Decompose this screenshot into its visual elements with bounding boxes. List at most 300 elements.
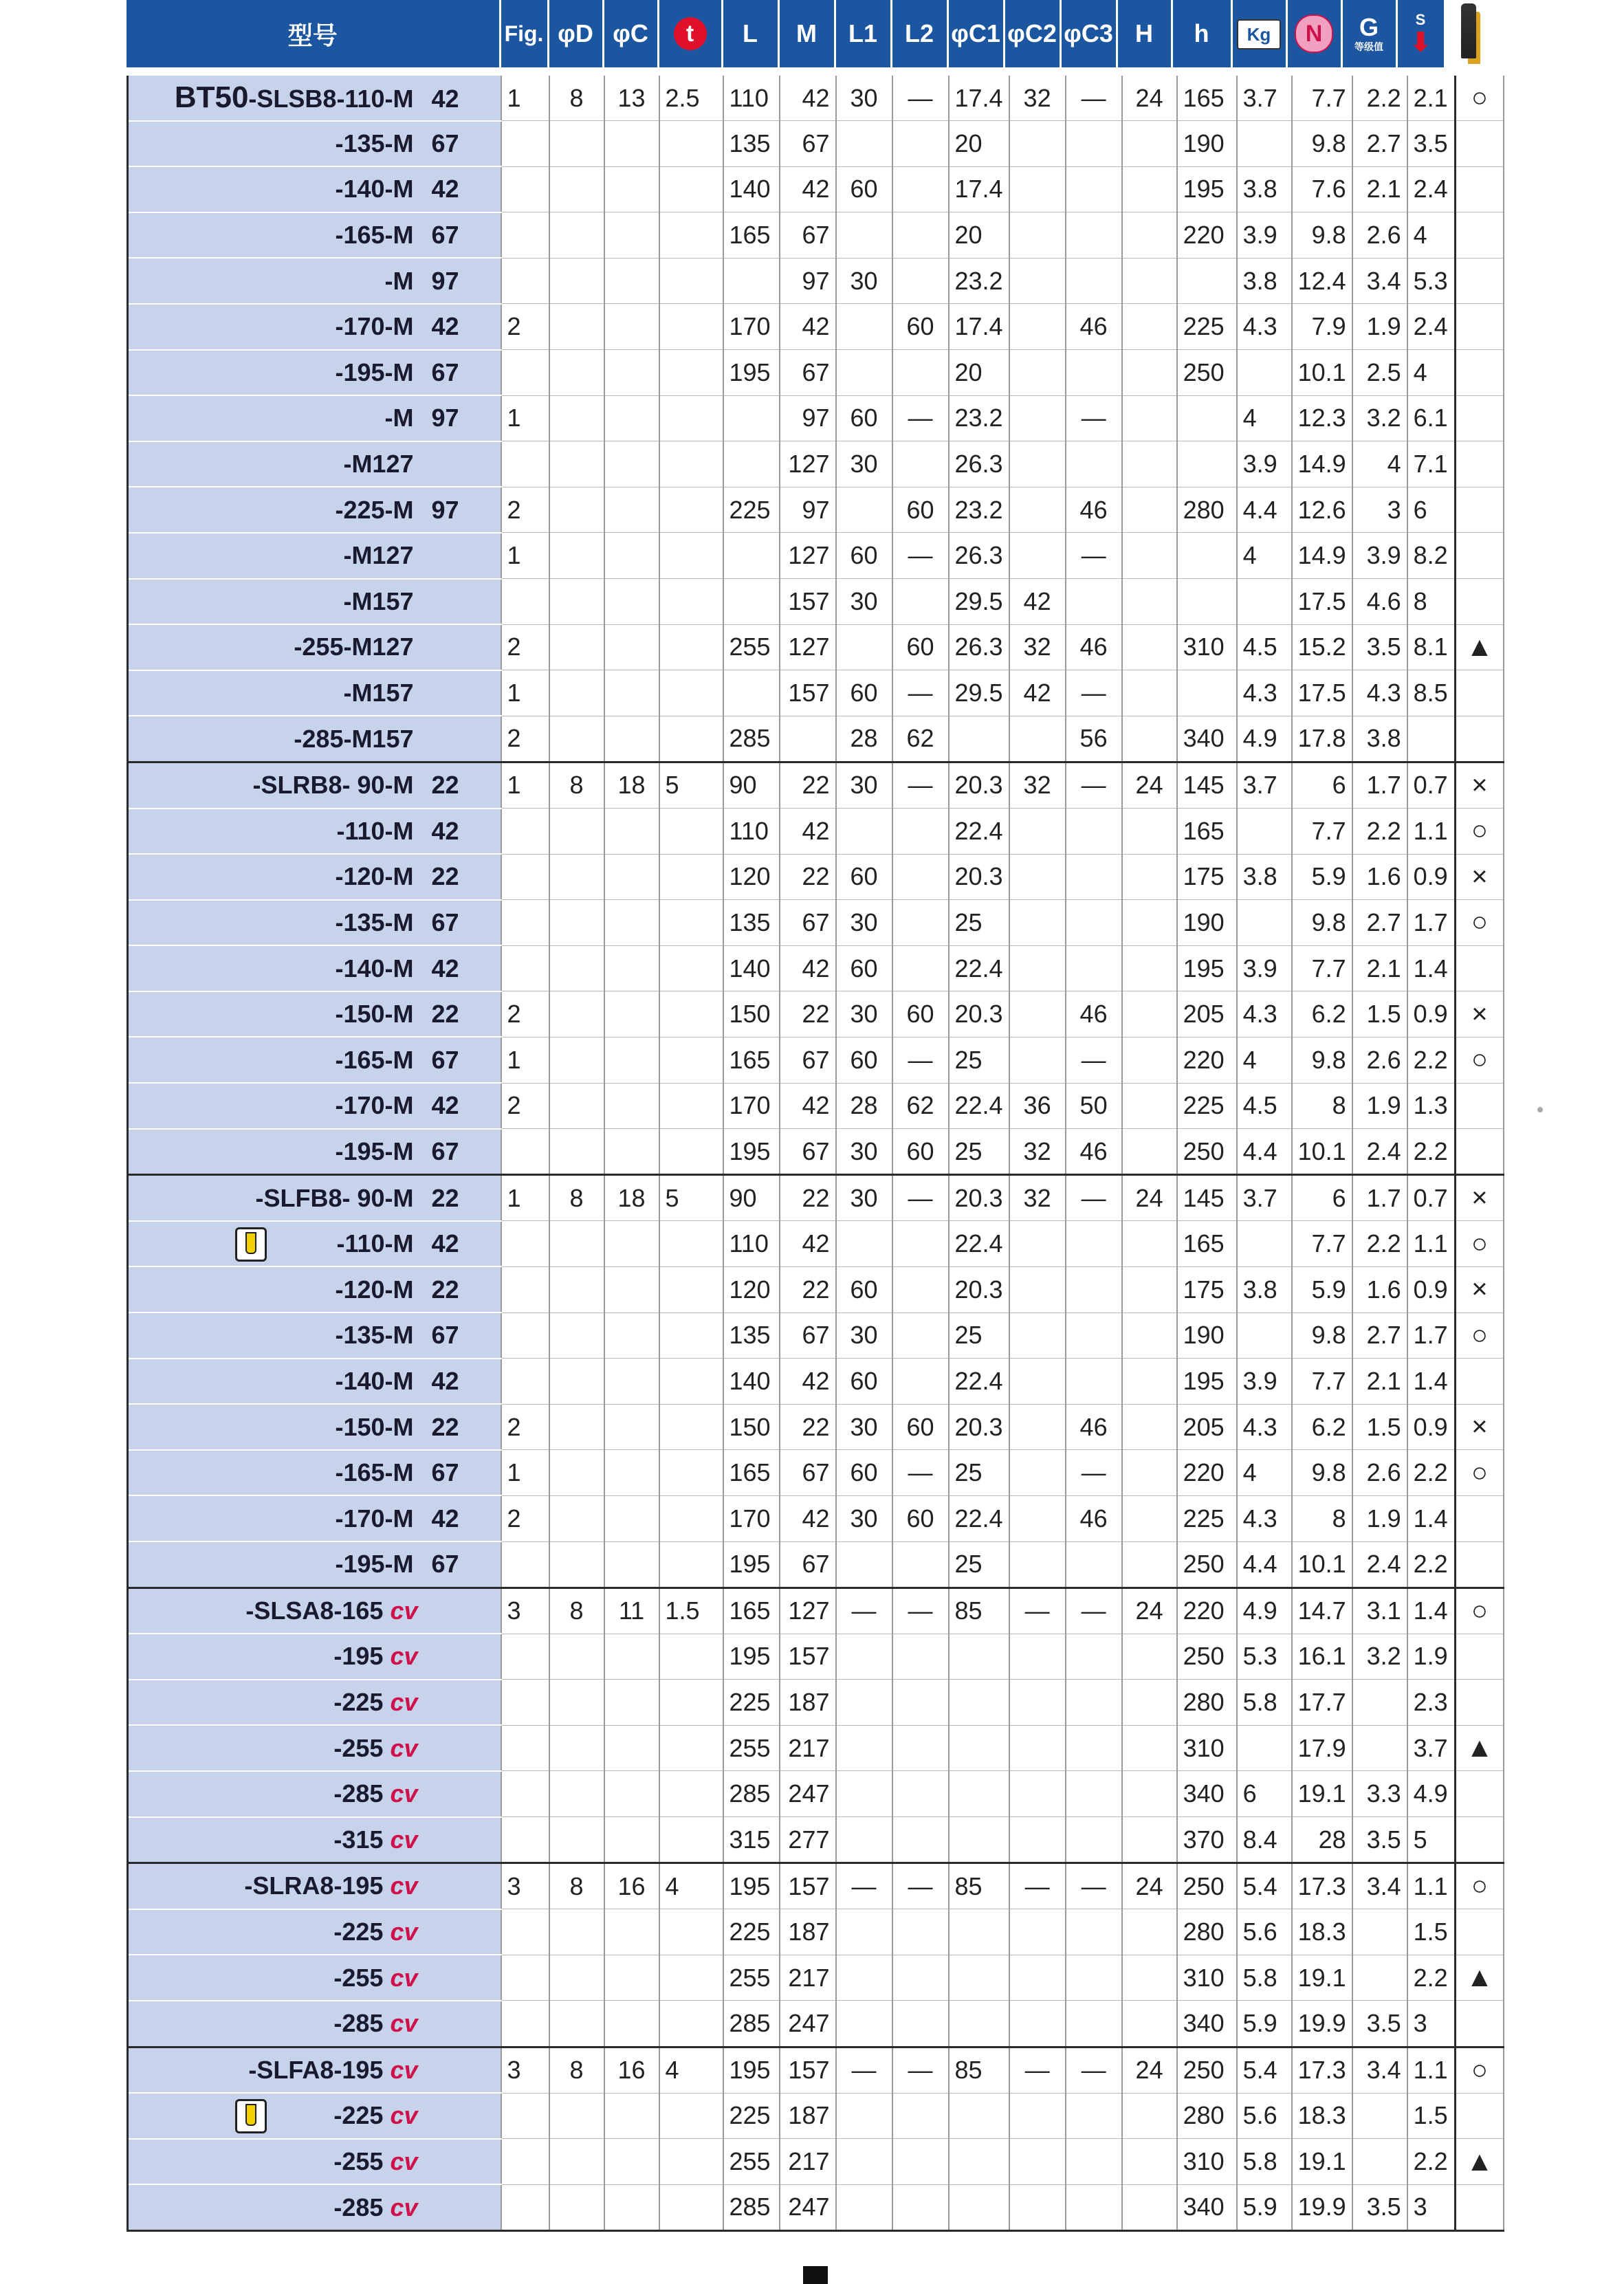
t-circle-icon (674, 17, 707, 50)
cell-t (659, 1634, 723, 1680)
cell-h (1177, 441, 1237, 487)
cell-h (1122, 1037, 1177, 1083)
cell-l2: 62 (892, 1083, 949, 1129)
cell-l (723, 441, 780, 487)
cell-g: 1.7 (1352, 762, 1407, 808)
cell-c3: — (1066, 533, 1122, 579)
cell-h (1122, 670, 1177, 716)
cell-l2: 60 (892, 624, 949, 670)
cell-l2: 60 (892, 1404, 949, 1450)
cell-t (659, 1359, 723, 1405)
table-row (128, 2139, 1504, 2185)
model-name-cell (128, 166, 501, 212)
cell-n: 17.5 (1292, 579, 1352, 625)
col-model: 型号 (127, 0, 500, 67)
model-code: -SLFB8- 90-M (255, 1183, 414, 1212)
cell-d (549, 624, 604, 670)
cell-g: 3.8 (1352, 716, 1407, 762)
cell-m: 217 (780, 1955, 836, 2001)
cell-l1 (836, 121, 892, 167)
availability-mark: ○ (1456, 1221, 1504, 1267)
cell-l: 285 (723, 1771, 780, 1817)
cell-l: 195 (723, 1863, 780, 1909)
model-name-cell (128, 212, 501, 259)
cell-c (604, 1680, 659, 1726)
cell-l2: — (892, 1863, 949, 1909)
cell-t: 4 (659, 1863, 723, 1909)
cell-h: 220 (1177, 1450, 1237, 1496)
cell-c3 (1066, 441, 1122, 487)
model-name-cell (128, 1175, 501, 1221)
cell-l: 135 (723, 900, 780, 946)
cell-d (549, 1955, 604, 2001)
cell-l: 120 (723, 1266, 780, 1313)
model-code: -SLRB8- 90-M (252, 771, 414, 800)
cell-c1: 26.3 (949, 624, 1009, 670)
cell-l2: — (892, 2047, 949, 2093)
cell-l1 (836, 1680, 892, 1726)
cell-c2 (1009, 1680, 1066, 1726)
cell-c3: 50 (1066, 1083, 1122, 1129)
availability-mark: ○ (1456, 1588, 1504, 1634)
cell-l (723, 579, 780, 625)
availability-mark: ○ (1456, 900, 1504, 946)
cell-d (549, 487, 604, 533)
cell-s: 0.9 (1407, 1266, 1456, 1313)
model-name-cell (128, 2093, 501, 2139)
cell-g: 1.7 (1352, 1175, 1407, 1221)
cell-c3 (1066, 2184, 1122, 2230)
availability-mark (1456, 441, 1504, 487)
cell-l1: 28 (836, 716, 892, 762)
cell-m: 247 (780, 2001, 836, 2047)
table-row (128, 1221, 1504, 1267)
availability-mark: ○ (1456, 1037, 1504, 1083)
cell-n: 7.7 (1292, 945, 1352, 991)
cell-g: 3.4 (1352, 258, 1407, 304)
cell-n: 17.7 (1292, 1680, 1352, 1726)
cell-kg: 5.4 (1237, 1863, 1292, 1909)
cell-c1: 20.3 (949, 991, 1009, 1037)
cell-l1: 30 (836, 258, 892, 304)
cell-fig: 2 (501, 624, 549, 670)
cell-l1: 30 (836, 762, 892, 808)
cell-h: 250 (1177, 1863, 1237, 1909)
cell-l2: — (892, 533, 949, 579)
cell-c3: — (1066, 1588, 1122, 1634)
cell-l (723, 395, 780, 441)
model-code: -120-M (335, 862, 414, 891)
model-name-cell (128, 854, 501, 900)
cell-g: 3 (1352, 487, 1407, 533)
cell-g: 4.6 (1352, 579, 1407, 625)
cell-s: 6.1 (1407, 395, 1456, 441)
cell-c (604, 1955, 659, 2001)
cell-c: 13 (604, 76, 659, 121)
table-row (128, 670, 1504, 716)
cell-n: 17.9 (1292, 1725, 1352, 1771)
cell-h: 340 (1177, 716, 1237, 762)
cell-n: 12.4 (1292, 258, 1352, 304)
cell-c2: — (1009, 2047, 1066, 2093)
cell-fig: 1 (501, 1450, 549, 1496)
cell-c2 (1009, 991, 1066, 1037)
cell-c (604, 1495, 659, 1541)
cell-t (659, 945, 723, 991)
cell-m: 22 (780, 1175, 836, 1221)
cell-l2 (892, 945, 949, 991)
cell-t (659, 2093, 723, 2139)
cell-c2 (1009, 1221, 1066, 1267)
cell-n: 6.2 (1292, 991, 1352, 1037)
cell-c3: 46 (1066, 991, 1122, 1037)
cell-c2 (1009, 1313, 1066, 1359)
cell-c1: 85 (949, 1588, 1009, 1634)
cell-s: 2.4 (1407, 304, 1456, 350)
cell-c (604, 1771, 659, 1817)
availability-mark (1456, 1771, 1504, 1817)
cell-s: 5.3 (1407, 258, 1456, 304)
cell-l2 (892, 1817, 949, 1863)
cell-n: 10.1 (1292, 1541, 1352, 1588)
cell-kg: 3.7 (1237, 1175, 1292, 1221)
cell-l2: 62 (892, 716, 949, 762)
cell-h: 310 (1177, 624, 1237, 670)
model-code: -225 (333, 1918, 384, 1946)
availability-mark: × (1456, 1266, 1504, 1313)
model-m-size: 22 (431, 1275, 459, 1304)
cell-h: 24 (1122, 1588, 1177, 1634)
cell-kg: 5.9 (1237, 2001, 1292, 2047)
cell-d (549, 533, 604, 579)
cell-d (549, 1680, 604, 1726)
cell-l2 (892, 121, 949, 167)
cell-g: 1.5 (1352, 991, 1407, 1037)
model-m-size: 22 (431, 1000, 459, 1029)
cell-s: 0.9 (1407, 1404, 1456, 1450)
cell-l: 255 (723, 624, 780, 670)
cell-l2: 60 (892, 1495, 949, 1541)
cell-d: 8 (549, 1588, 604, 1634)
col-t (658, 0, 722, 67)
cell-d (549, 1450, 604, 1496)
cell-c3 (1066, 1313, 1122, 1359)
cell-l2: — (892, 670, 949, 716)
table-row (128, 1771, 1504, 1817)
cell-l1 (836, 2093, 892, 2139)
cell-fig (501, 1817, 549, 1863)
cell-l1 (836, 2001, 892, 2047)
cell-l2 (892, 1634, 949, 1680)
cell-h: 225 (1177, 304, 1237, 350)
cell-c3: 56 (1066, 716, 1122, 762)
cell-g: 2.7 (1352, 121, 1407, 167)
model-m-size: 67 (431, 908, 459, 936)
cell-l2 (892, 258, 949, 304)
cell-d (549, 1634, 604, 1680)
cell-t (659, 2001, 723, 2047)
cell-c2 (1009, 1495, 1066, 1541)
cell-c2 (1009, 395, 1066, 441)
cell-t (659, 900, 723, 946)
cell-c2 (1009, 166, 1066, 212)
cell-h: 340 (1177, 2001, 1237, 2047)
model-name-cell (128, 945, 501, 991)
cell-l2: — (892, 1588, 949, 1634)
cell-c1: 25 (949, 1541, 1009, 1588)
cell-c (604, 1541, 659, 1588)
cell-c1: 20 (949, 121, 1009, 167)
cell-l2 (892, 350, 949, 396)
model-name-cell (128, 1588, 501, 1634)
cell-c1: 20.3 (949, 1404, 1009, 1450)
model-code: -SLSA8-165 (245, 1596, 384, 1625)
table-row (128, 212, 1504, 259)
model-m-size: 42 (431, 312, 459, 341)
model-m-size: 67 (431, 1136, 459, 1165)
table-row (128, 395, 1504, 441)
cell-c (604, 2184, 659, 2230)
availability-mark (1456, 2001, 1504, 2047)
cell-l: 140 (723, 1359, 780, 1405)
cell-n: 8 (1292, 1495, 1352, 1541)
model-code: -285-M157 (294, 724, 414, 753)
cell-c (604, 395, 659, 441)
model-m-size: 67 (431, 1321, 459, 1350)
cv-suffix: cv (390, 1779, 418, 1808)
cell-kg: 4.9 (1237, 1588, 1292, 1634)
model-code: -M (384, 266, 414, 295)
cell-c (604, 1266, 659, 1313)
cell-g: 2.6 (1352, 212, 1407, 259)
table-row (128, 900, 1504, 946)
cell-h: 205 (1177, 1404, 1237, 1450)
cell-fig (501, 1266, 549, 1313)
cell-l1: 60 (836, 533, 892, 579)
model-m-size: 42 (431, 175, 459, 204)
cell-d (549, 1221, 604, 1267)
cell-d (549, 258, 604, 304)
cell-s: 7.1 (1407, 441, 1456, 487)
cell-c1: 22.4 (949, 1083, 1009, 1129)
cell-d (549, 579, 604, 625)
cell-n: 8 (1292, 1083, 1352, 1129)
cell-c3 (1066, 854, 1122, 900)
cell-n: 7.7 (1292, 1221, 1352, 1267)
cell-m: 157 (780, 670, 836, 716)
col-c2: φC2 (1004, 0, 1060, 67)
cell-d (549, 2139, 604, 2185)
cv-suffix: cv (390, 2193, 418, 2221)
cell-c (604, 945, 659, 991)
model-code: -225 (333, 1688, 384, 1717)
cell-t (659, 1955, 723, 2001)
cell-t (659, 304, 723, 350)
model-code: -195-M (335, 358, 414, 386)
cell-d (549, 166, 604, 212)
cell-g: 3.9 (1352, 533, 1407, 579)
cell-c1: 22.4 (949, 809, 1009, 855)
table-row (128, 716, 1504, 762)
cell-c3 (1066, 579, 1122, 625)
cell-l: 255 (723, 1955, 780, 2001)
cell-t (659, 1129, 723, 1175)
cell-l2 (892, 1266, 949, 1313)
cell-l1: 60 (836, 166, 892, 212)
cell-m: 247 (780, 2184, 836, 2230)
cell-c (604, 1359, 659, 1405)
model-m-size: 42 (431, 1229, 459, 1258)
cell-c (604, 258, 659, 304)
model-code: -M (384, 404, 414, 432)
cell-t: 5 (659, 762, 723, 808)
model-name-cell (128, 1266, 501, 1313)
cell-c1: 22.4 (949, 1221, 1009, 1267)
cell-g: 3.5 (1352, 2184, 1407, 2230)
availability-mark (1456, 1495, 1504, 1541)
cell-fig (501, 166, 549, 212)
cell-fig (501, 2139, 549, 2185)
cell-c1 (949, 1771, 1009, 1817)
cell-fig: 2 (501, 716, 549, 762)
cell-h: 220 (1177, 212, 1237, 259)
availability-mark: × (1456, 1404, 1504, 1450)
cell-fig (501, 441, 549, 487)
cell-l1 (836, 304, 892, 350)
cell-c2: 32 (1009, 1175, 1066, 1221)
availability-mark: ▲ (1456, 1725, 1504, 1771)
cell-s: 1.9 (1407, 1634, 1456, 1680)
cell-h: 24 (1122, 1175, 1177, 1221)
cell-fig: 3 (501, 2047, 549, 2093)
n-circle-icon (1295, 14, 1333, 53)
cell-l: 195 (723, 1541, 780, 1588)
cell-c (604, 212, 659, 259)
cell-c1 (949, 2139, 1009, 2185)
cell-l: 255 (723, 2139, 780, 2185)
cell-c3 (1066, 350, 1122, 396)
col-l2: L2 (891, 0, 947, 67)
cell-m: 247 (780, 1771, 836, 1817)
cell-s: 5 (1407, 1817, 1456, 1863)
cell-c1: 20 (949, 212, 1009, 259)
model-name-cell (128, 1313, 501, 1359)
cell-d (549, 1266, 604, 1313)
cell-s: 1.4 (1407, 1588, 1456, 1634)
model-m-size: 22 (431, 771, 459, 800)
cell-l: 120 (723, 854, 780, 900)
cell-s: 4 (1407, 212, 1456, 259)
cell-l2 (892, 1541, 949, 1588)
cell-d: 8 (549, 2047, 604, 2093)
cell-g: 4.3 (1352, 670, 1407, 716)
availability-mark (1456, 670, 1504, 716)
model-name-cell (128, 1680, 501, 1726)
cell-c2 (1009, 809, 1066, 855)
availability-mark (1456, 395, 1504, 441)
cell-l2 (892, 166, 949, 212)
model-m-size: 42 (431, 816, 459, 845)
cell-kg: 5.6 (1237, 1909, 1292, 1955)
cell-kg (1237, 350, 1292, 396)
cell-d (549, 991, 604, 1037)
cell-fig: 2 (501, 304, 549, 350)
cell-g: 2.7 (1352, 1313, 1407, 1359)
cell-c1: 25 (949, 900, 1009, 946)
cell-h: 24 (1122, 76, 1177, 121)
cell-h (1122, 350, 1177, 396)
cell-c3: — (1066, 1863, 1122, 1909)
cell-t (659, 166, 723, 212)
cell-l1: — (836, 1863, 892, 1909)
cell-l1 (836, 809, 892, 855)
cell-h: 165 (1177, 1221, 1237, 1267)
cell-kg: 3.9 (1237, 1359, 1292, 1405)
cell-g: 3.1 (1352, 1588, 1407, 1634)
model-m-size: 67 (431, 129, 459, 157)
cell-s: 1.4 (1407, 1495, 1456, 1541)
cell-g: 2.5 (1352, 350, 1407, 396)
table-row (128, 166, 1504, 212)
cell-n: 19.9 (1292, 2001, 1352, 2047)
cv-suffix: cv (390, 2055, 418, 2084)
cell-l1: — (836, 1588, 892, 1634)
cell-c2 (1009, 854, 1066, 900)
table-row (128, 579, 1504, 625)
cell-c3: — (1066, 76, 1122, 121)
cell-c1: 22.4 (949, 945, 1009, 991)
cell-c2 (1009, 258, 1066, 304)
cell-c (604, 487, 659, 533)
cell-fig (501, 1634, 549, 1680)
cell-n: 17.3 (1292, 2047, 1352, 2093)
cell-n: 12.6 (1292, 487, 1352, 533)
cell-d (549, 2001, 604, 2047)
model-code: -140-M (335, 954, 414, 982)
cell-d (549, 670, 604, 716)
cell-m: 187 (780, 1909, 836, 1955)
model-name-cell (128, 395, 501, 441)
cell-h: 165 (1177, 809, 1237, 855)
cell-c3 (1066, 2093, 1122, 2139)
cv-suffix: cv (390, 1918, 418, 1946)
table-row (128, 1083, 1504, 1129)
g-label: G (1359, 13, 1379, 41)
cell-c: 16 (604, 2047, 659, 2093)
cell-d (549, 809, 604, 855)
cell-l1 (836, 624, 892, 670)
cell-l1 (836, 1221, 892, 1267)
cv-suffix: cv (390, 1825, 418, 1854)
cv-suffix: cv (390, 1871, 418, 1900)
cell-c3: — (1066, 395, 1122, 441)
cell-s: 1.7 (1407, 1313, 1456, 1359)
model-name-cell (128, 1541, 501, 1588)
cell-s: 8 (1407, 579, 1456, 625)
cell-kg: 4.3 (1237, 670, 1292, 716)
cell-fig (501, 2184, 549, 2230)
cell-n: 18.3 (1292, 2093, 1352, 2139)
cell-kg: 6 (1237, 1771, 1292, 1817)
cell-t: 2.5 (659, 76, 723, 121)
cell-c2: 32 (1009, 762, 1066, 808)
table-row (128, 1588, 1504, 1634)
cell-c2 (1009, 212, 1066, 259)
model-code: -140-M (335, 175, 414, 204)
cell-t: 4 (659, 2047, 723, 2093)
cell-h: 195 (1177, 1359, 1237, 1405)
cv-suffix: cv (390, 1733, 418, 1762)
